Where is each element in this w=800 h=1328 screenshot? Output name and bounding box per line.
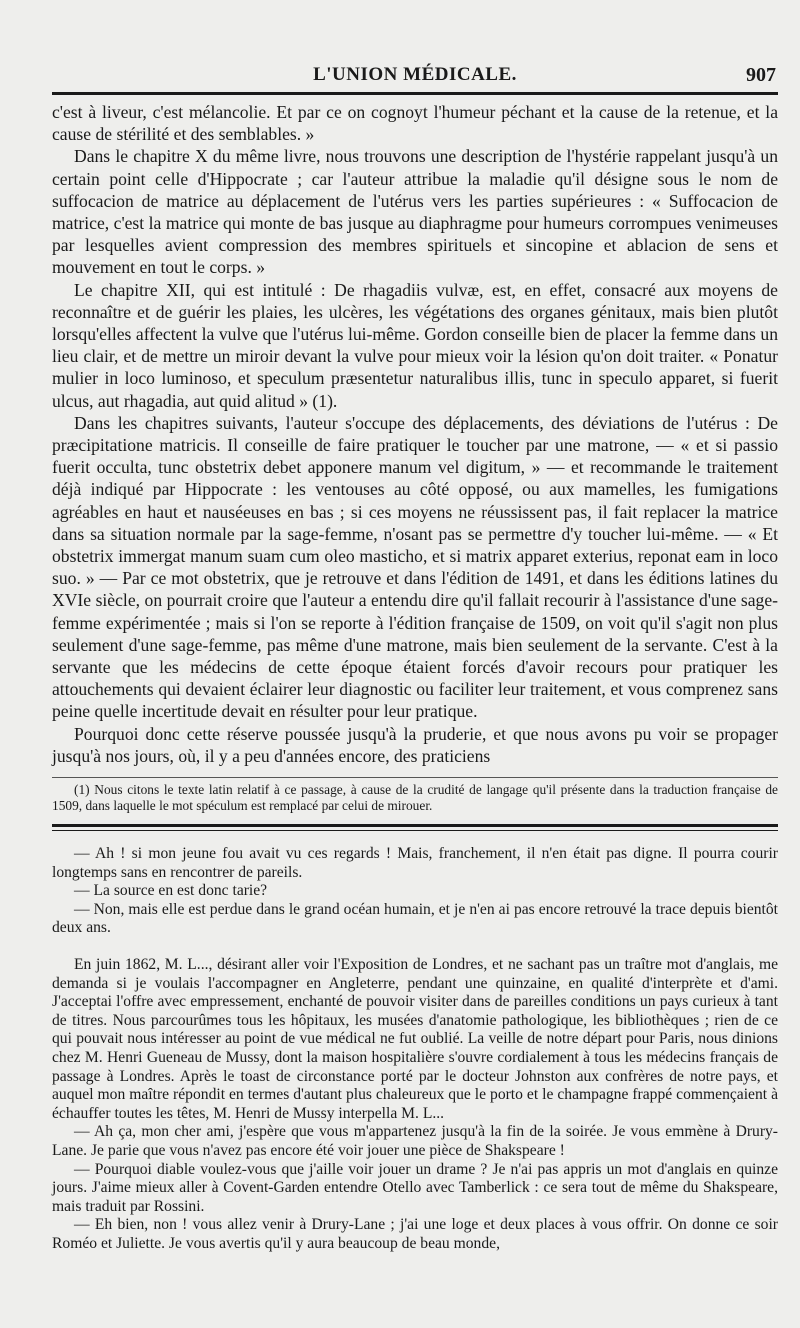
article-paragraph: Le chapitre XII, qui est intitulé : De rhagadiis vulvæ, est, en effet, consacré aux moyens de reconnaître et de guérir les plaies, les ulcères, les végétations des organes génitaux, mais bien plutôt lorsqu'elles affectent la vulve que l'utérus lui-même. Gordon conseille bien de placer la femme dans un lieu clair, et de mettre un miroir devant la vulve pour mieux voir la lésion qu'on doit traiter. « Ponatur mulier in loco luminoso, et speculum præsentetur naturalibus illis, tunc in speculo apparet, si fuerit ulcus, aut rhagadia, aut quid alitud » (1). [52,279,778,411]
feuilleton-separator [52,824,778,831]
running-title: L'UNION MÉDICALE. [313,64,517,85]
article-paragraph: Pourquoi donc cette réserve poussée jusqu'à la pruderie, et que nous avons pu voir se propager jusqu'à nos jours, où, il y a peu d'années encore, des praticiens [52,723,778,766]
feuilleton-paragraph: — Non, mais elle est perdue dans le grand océan humain, et je n'en ai pas encore retrouvé la trace depuis bientôt deux ans. [52,900,778,937]
feuilleton-paragraph: — La source en est donc tarie? [74,882,268,900]
article-paragraph: Dans les chapitres suivants, l'auteur s'occupe des déplacements, des déviations de l'utérus : De præcipitatione matricis. Il conseille de faire pratiquer le toucher par une matrone, — « et si passio fuerit occulta, tunc obstetrix debet apponere manum vel digitum, » — et recommande le traitement déjà indiqué par Hippocrate : les ventouses au côté opposé, ou aux mamelles, les fumigations agréables en haut et nauséeuses en bas ; si ces moyens ne réussissent pas, il fait replacer la matrice dans sa situation normale par la sage-femme, n'osant pas se permettre d'y toucher lui-même. — « Et obstetrix immergat manum suam cum oleo masticho, et si matrix apparet exterius, reponat eam in loco suo. » — Par ce mot obstetrix, que je retrouve et dans l'édition de 1491, et dans les éditions latines du XVIe siècle, on pourrait croire que l'auteur a entendu dire qu'il fallait recourir à l'assistance d'une sage-femme expérimentée ; mais si l'on se reporte à l'édition française de 1509, on voit qu'il s'agit non plus seulement d'une sage-femme, pas même d'une matrone, mais bien seulement de la servante. C'est à la servante que les médecins de cette époque étaient forcés d'avoir recours pour pratiquer les attouchements qui devaient éclairer leur diagnostic ou faciliter leur traitement, et vous comprenez sans peine quelle incertitude devait en résulter pour leur pratique. [52,412,778,722]
footnote-rule [52,777,778,778]
article-paragraph: c'est à liveur, c'est mélancolie. Et par ce on cognoyt l'humeur péchant et la cause de la retenue, et la cause de stérilité et des semblables. » [52,102,778,145]
header-rule [52,92,778,95]
feuilleton-paragraph: — Pourquoi diable voulez-vous que j'aille voir jouer un drame ? Je n'ai pas appris un mot d'anglais en quinze jours. J'aime mieux aller à Covent-Garden entendre Otello avec Tamberlick : ce sera tout de même du Shakspeare, mais traduit par Rossini. [52,1160,778,1215]
article-body [52,101,778,767]
footnote: (1) Nous citons le texte latin relatif à ce passage, à cause de la crudité de langage qu'il présente dans la traduction française de 1509, dans laquelle le mot spéculum est remplacé par celui de mirouer. [52,782,778,814]
feuilleton-body [52,845,778,1253]
page-number: 907 [746,64,776,86]
running-head [52,58,778,92]
article-paragraph: Dans le chapitre X du même livre, nous trouvons une description de l'hystérie rappelant jusqu'à un certain point celle d'Hippocrate ; car l'auteur attribue la maladie qu'il désigne sous le nom de suffocacion de matrice au déplacement de l'utérus vers les parties supérieures : « Suffocacion de matrice, c'est la matrice qui monte de bas jusque au diaphragme pour humeurs corrompues venimeuses par lesquelles avient compression des membres spirituels et sincopine et ablacion de sens et mouvement en tout le corps. » [52,146,778,278]
feuilleton-paragraph: — Ah ça, mon cher ami, j'espère que vous m'appartenez jusqu'à la fin de la soirée. Je vous emmène à Drury-Lane. Je parie que vous n'avez pas encore été voir jouer une pièce de Shakspeare ! [52,1123,778,1159]
feuilleton-paragraph: — Ah ! si mon jeune fou avait vu ces regards ! Mais, franchement, il n'en était pas digne. Il pourra courir longtemps sans en rencontrer de pareils. [52,845,778,881]
feuilleton-paragraph: En juin 1862, M. L..., désirant aller voir l'Exposition de Londres, et ne sachant pas un traître mot d'anglais, me demanda si je voulais l'accompagner en Angleterre, pendant une quinzaine, en qualité d'interprète et d'ami. J'acceptai l'offre avec empressement, enchanté de pouvoir visiter dans de pareilles conditions un pays curieux à tant de titres. Nous parcourûmes tous les hôpitaux, les musées d'anatomie pathologique, les bibliothèques ; rien de ce qui pouvait nous intéresser au point de vue médical ne fut oublié. La veille de notre départ pour Paris, nous dinions chez M. Henri Gueneau de Mussy, dont la maison hospitalière s'ouvre cordialement à tous les médecins français de passage à Londres. Après le toast de circonstance porté par le docteur Johnston aux confrères de notre pays, et auquel mon maître répondit en termes d'autant plus chaleureux que le porto et le champagne frappé commençaient à échauffer toutes les têtes, M. Henri de Mussy interpella M. L... [52,956,778,1122]
feuilleton-paragraph: — Eh bien, non ! vous allez venir à Drury-Lane ; j'ai une loge et deux places à vous offrir. On donne ce soir Roméo et Juliette. Je vous avertis qu'il y aura beaucoup de beau monde, [52,1216,778,1252]
